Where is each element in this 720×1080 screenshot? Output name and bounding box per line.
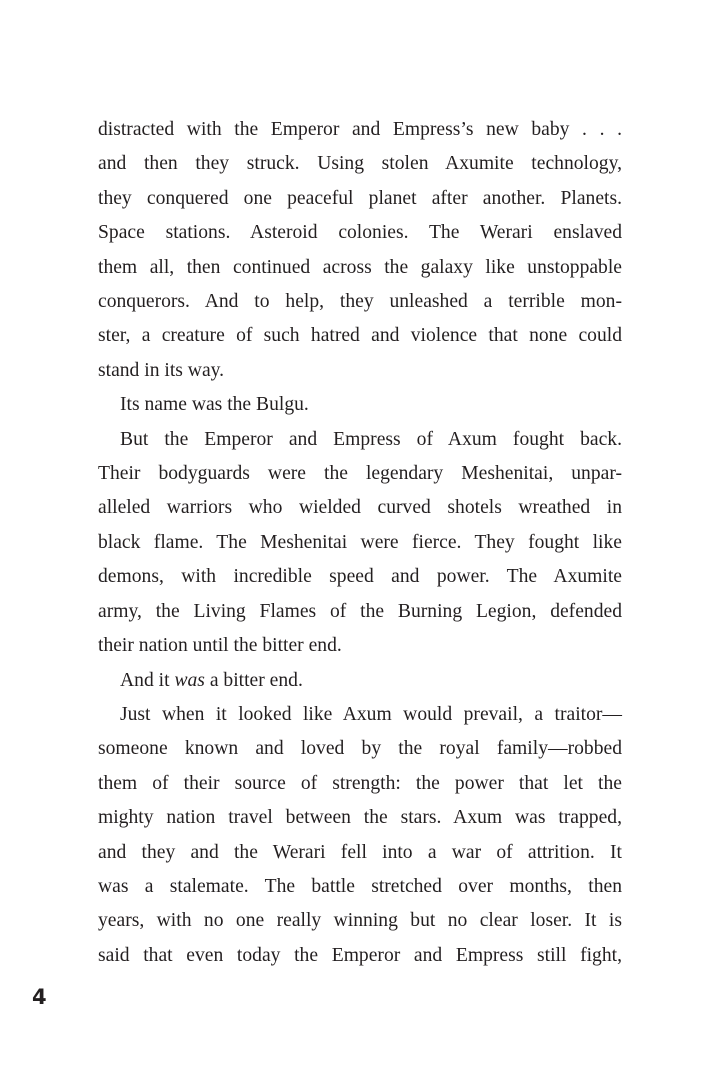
paragraph-start-line: But the Emperor and Empress of Axum fought back. bbox=[120, 428, 622, 450]
text-line: stand in its way. bbox=[98, 359, 225, 381]
text-line: said that even today the Emperor and Empress still fight, bbox=[98, 944, 622, 966]
text-line: and they and the Werari fell into a war of attrition. It bbox=[98, 841, 622, 863]
text-line: Space stations. Asteroid colonies. The Werari enslaved bbox=[98, 222, 622, 244]
paragraph-start-line: Just when it looked like Axum would prevail, a traitor— bbox=[120, 703, 622, 725]
text-line: ster, a creature of such hatred and violence that none could bbox=[98, 325, 622, 347]
text-line: mighty nation travel between the stars. Axum was trapped, bbox=[98, 807, 622, 829]
text-line: them all, then continued across the galaxy like unstoppable bbox=[98, 256, 622, 278]
body-text bbox=[98, 113, 622, 973]
text-line: them of their source of strength: the power that let the bbox=[98, 772, 622, 794]
text-line: distracted with the Emperor and Empress’s new baby . . . bbox=[98, 119, 622, 140]
text-line: army, the Living Flames of the Burning Legion, defended bbox=[98, 600, 622, 622]
emphasized-word: was bbox=[174, 669, 205, 691]
text-line: and then they struck. Using stolen Axumite technology, bbox=[98, 153, 622, 175]
text-line: demons, with incredible speed and power. The Axumite bbox=[98, 566, 622, 588]
page-number: 4 bbox=[32, 985, 47, 1009]
text-line: was a stalemate. The battle stretched over months, then bbox=[98, 875, 622, 897]
text-line: their nation until the bitter end. bbox=[98, 635, 342, 657]
text-line: conquerors. And to help, they unleashed a terrible mon- bbox=[98, 291, 622, 313]
line-text-after: a bitter end. bbox=[204, 669, 303, 691]
text-line: black flame. The Meshenitai were fierce. They fought like bbox=[98, 531, 622, 553]
line-text-before: And it bbox=[120, 669, 175, 691]
text-line: years, with no one really winning but no clear loser. It is bbox=[98, 910, 622, 932]
paragraph-start-line bbox=[98, 664, 622, 698]
text-line: alleled warriors who wielded curved shotels wreathed in bbox=[98, 497, 622, 519]
text-line: someone known and loved by the royal family—robbed bbox=[98, 738, 622, 760]
text-line: they conquered one peaceful planet after another. Planets. bbox=[98, 187, 622, 209]
paragraph-start-line: Its name was the Bulgu. bbox=[120, 394, 309, 416]
text-line: Their bodyguards were the legendary Meshenitai, unpar- bbox=[98, 463, 622, 485]
